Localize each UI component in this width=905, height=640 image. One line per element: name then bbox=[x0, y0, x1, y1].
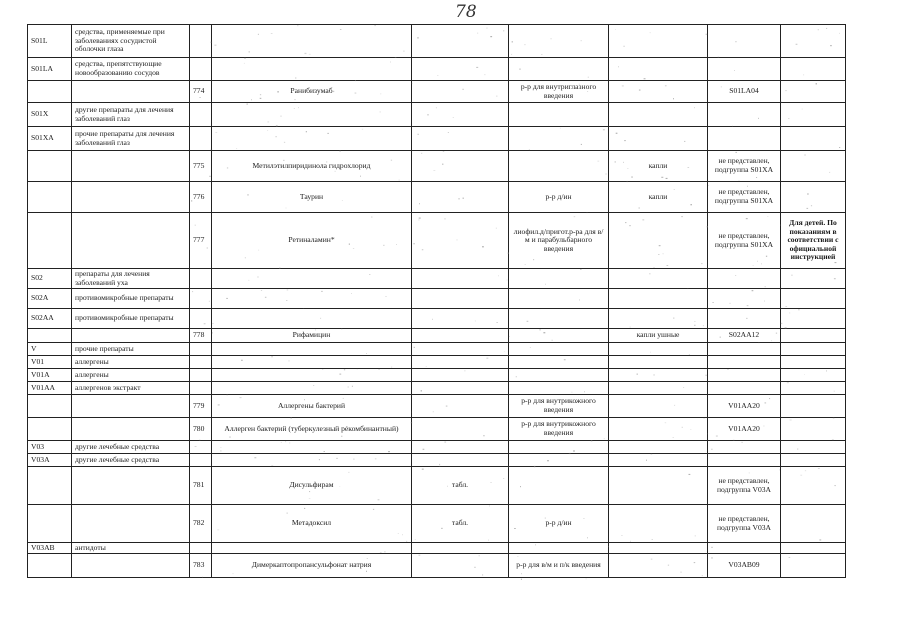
row-code: V03 bbox=[28, 441, 72, 454]
drug-name: Ранибизумаб bbox=[212, 81, 412, 103]
form-tablets bbox=[412, 543, 509, 554]
form-tablets bbox=[412, 382, 509, 395]
row-code bbox=[28, 554, 72, 578]
atc-code bbox=[708, 454, 781, 467]
table-row bbox=[28, 58, 846, 81]
form-drops bbox=[609, 25, 708, 58]
form-tablets: табл. bbox=[412, 505, 509, 543]
table-row bbox=[28, 505, 846, 543]
form-drops: капли bbox=[609, 151, 708, 182]
row-number: 783 bbox=[190, 554, 212, 578]
row-number: 782 bbox=[190, 505, 212, 543]
drug-name: Рифамицин bbox=[212, 329, 412, 343]
row-note bbox=[781, 418, 846, 441]
form-drops bbox=[609, 213, 708, 269]
row-number bbox=[190, 103, 212, 127]
atc-code bbox=[708, 127, 781, 151]
table-row bbox=[28, 182, 846, 213]
form-solution bbox=[509, 441, 609, 454]
form-drops bbox=[609, 554, 708, 578]
atc-code bbox=[708, 58, 781, 81]
row-note: Для детей. По показаниям в соответствии с официальной инструкцией bbox=[781, 213, 846, 269]
row-note bbox=[781, 269, 846, 289]
atc-code: не представлен, подгруппа S01XA bbox=[708, 213, 781, 269]
form-solution bbox=[509, 309, 609, 329]
form-tablets bbox=[412, 454, 509, 467]
row-number bbox=[190, 356, 212, 369]
row-description: прочие препараты для лечения заболеваний глаз bbox=[72, 127, 190, 151]
form-drops bbox=[609, 467, 708, 505]
row-description bbox=[72, 554, 190, 578]
row-note bbox=[781, 369, 846, 382]
row-code bbox=[28, 418, 72, 441]
atc-code: не представлен, подгруппа S01XA bbox=[708, 151, 781, 182]
row-description: аллергены bbox=[72, 369, 190, 382]
row-code bbox=[28, 81, 72, 103]
table-row bbox=[28, 81, 846, 103]
form-solution: р-р д/ин bbox=[509, 505, 609, 543]
table-row bbox=[28, 213, 846, 269]
form-solution bbox=[509, 356, 609, 369]
atc-code bbox=[708, 25, 781, 58]
form-tablets bbox=[412, 269, 509, 289]
form-drops bbox=[609, 369, 708, 382]
drug-name: Метилэтилпиридинола гидрохлорид bbox=[212, 151, 412, 182]
form-solution: р-р для внутрикожного введения bbox=[509, 418, 609, 441]
row-note bbox=[781, 454, 846, 467]
form-drops bbox=[609, 543, 708, 554]
form-drops bbox=[609, 454, 708, 467]
form-solution bbox=[509, 329, 609, 343]
row-number bbox=[190, 25, 212, 58]
form-tablets bbox=[412, 81, 509, 103]
row-code bbox=[28, 505, 72, 543]
form-drops: капли ушные bbox=[609, 329, 708, 343]
form-tablets bbox=[412, 213, 509, 269]
table-row bbox=[28, 382, 846, 395]
form-tablets bbox=[412, 151, 509, 182]
page-number: 78 bbox=[455, 2, 477, 22]
form-solution: лиофил.д/пригот.р-ра для в/м и парабульбарного введения bbox=[509, 213, 609, 269]
row-note bbox=[781, 103, 846, 127]
row-number bbox=[190, 127, 212, 151]
row-code: S01X bbox=[28, 103, 72, 127]
atc-code bbox=[708, 103, 781, 127]
form-tablets bbox=[412, 554, 509, 578]
row-note bbox=[781, 382, 846, 395]
row-number bbox=[190, 343, 212, 356]
row-note bbox=[781, 505, 846, 543]
drug-name bbox=[212, 269, 412, 289]
row-note bbox=[781, 182, 846, 213]
form-solution: р-р для внутриглазного введения bbox=[509, 81, 609, 103]
form-tablets bbox=[412, 343, 509, 356]
row-description bbox=[72, 505, 190, 543]
row-description: аллергены bbox=[72, 356, 190, 369]
form-tablets bbox=[412, 395, 509, 418]
form-drops: капли bbox=[609, 182, 708, 213]
form-solution bbox=[509, 382, 609, 395]
row-description: противомикробные препараты bbox=[72, 309, 190, 329]
atc-code bbox=[708, 543, 781, 554]
row-code bbox=[28, 213, 72, 269]
drug-name bbox=[212, 441, 412, 454]
row-note bbox=[781, 543, 846, 554]
row-description: аллергенов экстракт bbox=[72, 382, 190, 395]
form-drops bbox=[609, 505, 708, 543]
drug-name bbox=[212, 25, 412, 58]
row-code: V01AA bbox=[28, 382, 72, 395]
row-note bbox=[781, 25, 846, 58]
form-tablets bbox=[412, 289, 509, 309]
row-code bbox=[28, 151, 72, 182]
table-row bbox=[28, 25, 846, 58]
atc-code bbox=[708, 289, 781, 309]
atc-code bbox=[708, 382, 781, 395]
row-note bbox=[781, 329, 846, 343]
drug-name bbox=[212, 369, 412, 382]
form-tablets bbox=[412, 309, 509, 329]
row-description bbox=[72, 213, 190, 269]
form-solution bbox=[509, 289, 609, 309]
atc-code: не представлен, подгруппа V03A bbox=[708, 505, 781, 543]
row-number: 775 bbox=[190, 151, 212, 182]
form-drops bbox=[609, 58, 708, 81]
row-number bbox=[190, 269, 212, 289]
form-solution bbox=[509, 127, 609, 151]
form-tablets: табл. bbox=[412, 467, 509, 505]
row-description: другие препараты для лечения заболеваний глаз bbox=[72, 103, 190, 127]
form-drops bbox=[609, 382, 708, 395]
form-tablets bbox=[412, 441, 509, 454]
atc-code: V01AA20 bbox=[708, 418, 781, 441]
form-solution bbox=[509, 25, 609, 58]
row-description: другие лечебные средства bbox=[72, 454, 190, 467]
drug-name bbox=[212, 289, 412, 309]
drug-name: Аллерген бактерий (туберкулезный рекомбинантный) bbox=[212, 418, 412, 441]
form-solution: р-р для внутрикожного введения bbox=[509, 395, 609, 418]
row-number: 780 bbox=[190, 418, 212, 441]
form-solution bbox=[509, 269, 609, 289]
row-number: 778 bbox=[190, 329, 212, 343]
table-row bbox=[28, 467, 846, 505]
table-row bbox=[28, 309, 846, 329]
row-description bbox=[72, 81, 190, 103]
form-tablets bbox=[412, 58, 509, 81]
table-row bbox=[28, 418, 846, 441]
table-row bbox=[28, 356, 846, 369]
row-description: антидоты bbox=[72, 543, 190, 554]
row-code bbox=[28, 395, 72, 418]
form-drops bbox=[609, 103, 708, 127]
form-tablets bbox=[412, 329, 509, 343]
row-note bbox=[781, 467, 846, 505]
row-description bbox=[72, 418, 190, 441]
atc-code bbox=[708, 269, 781, 289]
row-number bbox=[190, 543, 212, 554]
drug-name bbox=[212, 454, 412, 467]
row-code: S01L bbox=[28, 25, 72, 58]
row-note bbox=[781, 441, 846, 454]
form-tablets bbox=[412, 356, 509, 369]
atc-code: не представлен, подгруппа V03A bbox=[708, 467, 781, 505]
form-solution bbox=[509, 369, 609, 382]
row-note bbox=[781, 343, 846, 356]
form-solution: р-р для в/м и п/к введения bbox=[509, 554, 609, 578]
atc-code bbox=[708, 369, 781, 382]
table-row bbox=[28, 441, 846, 454]
atc-code bbox=[708, 309, 781, 329]
form-solution bbox=[509, 454, 609, 467]
atc-code: V01AA20 bbox=[708, 395, 781, 418]
form-tablets bbox=[412, 25, 509, 58]
row-note bbox=[781, 356, 846, 369]
drug-name: Метадоксил bbox=[212, 505, 412, 543]
row-description bbox=[72, 329, 190, 343]
table-row bbox=[28, 543, 846, 554]
drug-name bbox=[212, 543, 412, 554]
form-solution bbox=[509, 543, 609, 554]
drug-name: Таурин bbox=[212, 182, 412, 213]
row-number: 781 bbox=[190, 467, 212, 505]
drug-name bbox=[212, 127, 412, 151]
row-note bbox=[781, 58, 846, 81]
row-number: 776 bbox=[190, 182, 212, 213]
drug-list-table bbox=[27, 24, 846, 578]
scan-speck bbox=[586, 579, 587, 580]
drug-name bbox=[212, 309, 412, 329]
drug-name: Аллергены бактерий bbox=[212, 395, 412, 418]
row-note bbox=[781, 81, 846, 103]
row-number bbox=[190, 58, 212, 81]
row-code: S02A bbox=[28, 289, 72, 309]
form-drops bbox=[609, 289, 708, 309]
row-note bbox=[781, 289, 846, 309]
drug-name bbox=[212, 343, 412, 356]
scan-speck bbox=[521, 579, 522, 580]
row-number bbox=[190, 441, 212, 454]
drug-name bbox=[212, 58, 412, 81]
row-description: препараты для лечения заболеваний уха bbox=[72, 269, 190, 289]
row-code bbox=[28, 182, 72, 213]
row-description: средства, применяемые при заболеваниях сосудистой оболочки глаза bbox=[72, 25, 190, 58]
table-row bbox=[28, 454, 846, 467]
form-solution bbox=[509, 151, 609, 182]
form-solution bbox=[509, 467, 609, 505]
table-row bbox=[28, 369, 846, 382]
row-code: S02 bbox=[28, 269, 72, 289]
form-tablets bbox=[412, 182, 509, 213]
drug-name bbox=[212, 382, 412, 395]
row-number bbox=[190, 289, 212, 309]
row-description: прочие препараты bbox=[72, 343, 190, 356]
drug-name: Димеркаптопропансульфонат натрия bbox=[212, 554, 412, 578]
row-description: противомикробные препараты bbox=[72, 289, 190, 309]
atc-code: S02AA12 bbox=[708, 329, 781, 343]
row-note bbox=[781, 554, 846, 578]
row-note bbox=[781, 151, 846, 182]
row-number bbox=[190, 382, 212, 395]
form-drops bbox=[609, 343, 708, 356]
row-description bbox=[72, 467, 190, 505]
table-row bbox=[28, 289, 846, 309]
form-solution bbox=[509, 58, 609, 81]
form-tablets bbox=[412, 103, 509, 127]
form-tablets bbox=[412, 418, 509, 441]
row-code: S01LA bbox=[28, 58, 72, 81]
row-description bbox=[72, 395, 190, 418]
atc-code bbox=[708, 343, 781, 356]
row-description bbox=[72, 151, 190, 182]
row-number: 779 bbox=[190, 395, 212, 418]
atc-code: V03AB09 bbox=[708, 554, 781, 578]
row-note bbox=[781, 309, 846, 329]
drug-name: Ретиналамин* bbox=[212, 213, 412, 269]
row-code: S02AA bbox=[28, 309, 72, 329]
form-tablets bbox=[412, 369, 509, 382]
atc-code: S01LA04 bbox=[708, 81, 781, 103]
row-note bbox=[781, 127, 846, 151]
table-body bbox=[28, 25, 846, 578]
row-number bbox=[190, 309, 212, 329]
table-row bbox=[28, 554, 846, 578]
atc-code bbox=[708, 356, 781, 369]
row-code bbox=[28, 329, 72, 343]
form-drops bbox=[609, 418, 708, 441]
row-description: другие лечебные средства bbox=[72, 441, 190, 454]
form-drops bbox=[609, 81, 708, 103]
form-drops bbox=[609, 269, 708, 289]
table-row bbox=[28, 151, 846, 182]
row-code: V01 bbox=[28, 356, 72, 369]
row-number: 777 bbox=[190, 213, 212, 269]
table-row bbox=[28, 127, 846, 151]
drug-name bbox=[212, 356, 412, 369]
row-number: 774 bbox=[190, 81, 212, 103]
row-number bbox=[190, 454, 212, 467]
row-code: V03A bbox=[28, 454, 72, 467]
form-drops bbox=[609, 395, 708, 418]
form-drops bbox=[609, 127, 708, 151]
row-code bbox=[28, 467, 72, 505]
row-code: V01A bbox=[28, 369, 72, 382]
form-drops bbox=[609, 441, 708, 454]
table-row bbox=[28, 329, 846, 343]
form-drops bbox=[609, 356, 708, 369]
drug-name: Дисульфирам bbox=[212, 467, 412, 505]
row-note bbox=[781, 395, 846, 418]
atc-code bbox=[708, 441, 781, 454]
row-code: S01XA bbox=[28, 127, 72, 151]
form-solution: р-р д/ин bbox=[509, 182, 609, 213]
form-solution bbox=[509, 343, 609, 356]
table-row bbox=[28, 269, 846, 289]
table-row bbox=[28, 343, 846, 356]
drug-name bbox=[212, 103, 412, 127]
row-code: V03AB bbox=[28, 543, 72, 554]
row-code: V bbox=[28, 343, 72, 356]
table-row bbox=[28, 395, 846, 418]
row-description bbox=[72, 182, 190, 213]
atc-code: не представлен, подгруппа S01XA bbox=[708, 182, 781, 213]
form-drops bbox=[609, 309, 708, 329]
form-tablets bbox=[412, 127, 509, 151]
row-number bbox=[190, 369, 212, 382]
row-description: средства, препятствующие новообразованию сосудов bbox=[72, 58, 190, 81]
table-row bbox=[28, 103, 846, 127]
form-solution bbox=[509, 103, 609, 127]
